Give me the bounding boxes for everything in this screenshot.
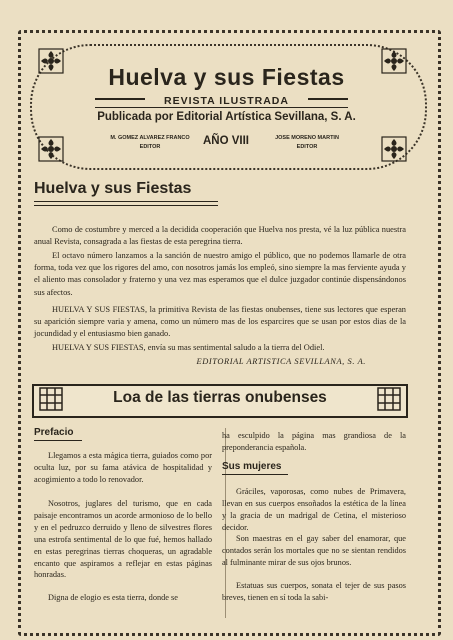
intro-signature: EDITORIAL ARTISTICA SEVILLANA, S. A. xyxy=(196,357,366,366)
prefacio-paragraph: Llegamos a esta mágica tierra, guiados como por oculta luz, por su fama atávica de hospitalidad y acogimiento a todo lo renovador. xyxy=(34,451,212,484)
banner-title: Loa de las tierras onubenses xyxy=(113,389,327,406)
editor-left xyxy=(100,134,200,152)
editor-left-role: EDITOR xyxy=(139,144,161,150)
editor-right xyxy=(262,134,352,152)
intro-paragraph: HUELVA Y SUS FIESTAS, la primitiva Revista de las fiestas onubenses, tiene sus lectores que esperan su aparición siempre varia y amena, como un número mas de los esparcires que se usan por estos dias de la jocundidad y el entusiasmo bien ganado. xyxy=(34,305,406,339)
mujeres-paragraph: Estatuas sus cuerpos, sonata el tejer de sus pasos breves, tienen en sí toda la sabi- xyxy=(222,581,406,602)
column-paragraph: ha esculpido la página mas grandiosa de la preponderancia española. xyxy=(222,431,406,452)
intro-paragraph: El octavo número lanzamos a la sanción de nuestro amigo el público, que no podemos llamarle de otra forma, toda vez que los rigores del amo, con nosotros jamás los empleó, sino siempre la mas ferviente ayuda y el aliento mas consolador y fraterno y una vez mas esperamos que el dulce juzgador continúe dispensándonos sus afectos. xyxy=(34,251,406,297)
masthead-publisher: Publicada por Editorial Artística Sevillana, S. A. xyxy=(97,111,356,123)
floral-ornament-icon xyxy=(38,136,64,162)
intro-heading: Huelva y sus Fiestas xyxy=(34,180,192,197)
subhead-underline xyxy=(34,440,82,441)
subhead-underline xyxy=(222,474,288,475)
prefacio-heading: Prefacio xyxy=(34,427,74,438)
mujeres-heading: Sus mujeres xyxy=(222,461,282,472)
prefacio-paragraph: Digna de elogio es esta tierra, donde se xyxy=(48,593,178,602)
masthead-title: Huelva y sus Fiestas xyxy=(108,64,345,90)
editor-right-role: EDITOR xyxy=(296,144,318,150)
mujeres-paragraph: Gráciles, vaporosas, como nubes de Primavera, llevan en sus cuerpos ensoñados la estética de la línea y la gracia de un madrigal de Cetina, el misterioso decidor. xyxy=(222,487,406,532)
prefacio-paragraph: Nosotros, juglares del turismo, que en cada paisaje encontramos un acorde armonioso de lo bello y en el pedruzco derruido y lleno de silvestres flores una estrofa sentimental de lo que fué, hemos hallado en estas peregrinas tierras choqueras, un agradable encanto que aspiramos a reflejar en estas páginas honradas. xyxy=(34,499,212,580)
masthead-subtitle: REVISTA ILUSTRADA xyxy=(164,95,289,107)
mujeres-paragraph: Son maestras en el gay saber del enamorar, que contados serán los mortales que no se sientan rendidos al fulminante mirar de sus ojos brunos. xyxy=(222,534,406,567)
editor-left-name: M. GOMEZ ALVAREZ FRANCO xyxy=(110,135,190,141)
intro-paragraph: Como de costumbre y merced a la decidida cooperación que Huelva nos presta, vé la luz pública nuestra anual Revista, consagrada a las fiestas de esta peregrina tierra. xyxy=(34,225,406,247)
issue-year: AÑO VIII xyxy=(203,135,250,147)
intro-paragraph: HUELVA Y SUS FIESTAS, envía su mas sentimental saludo a la tierra del Odiel. xyxy=(52,343,325,352)
masthead-rule xyxy=(95,107,348,108)
heading-underline xyxy=(34,201,218,206)
floral-ornament-icon xyxy=(381,136,407,162)
editor-right-name: JOSE MORENO MARTIN xyxy=(275,135,339,141)
